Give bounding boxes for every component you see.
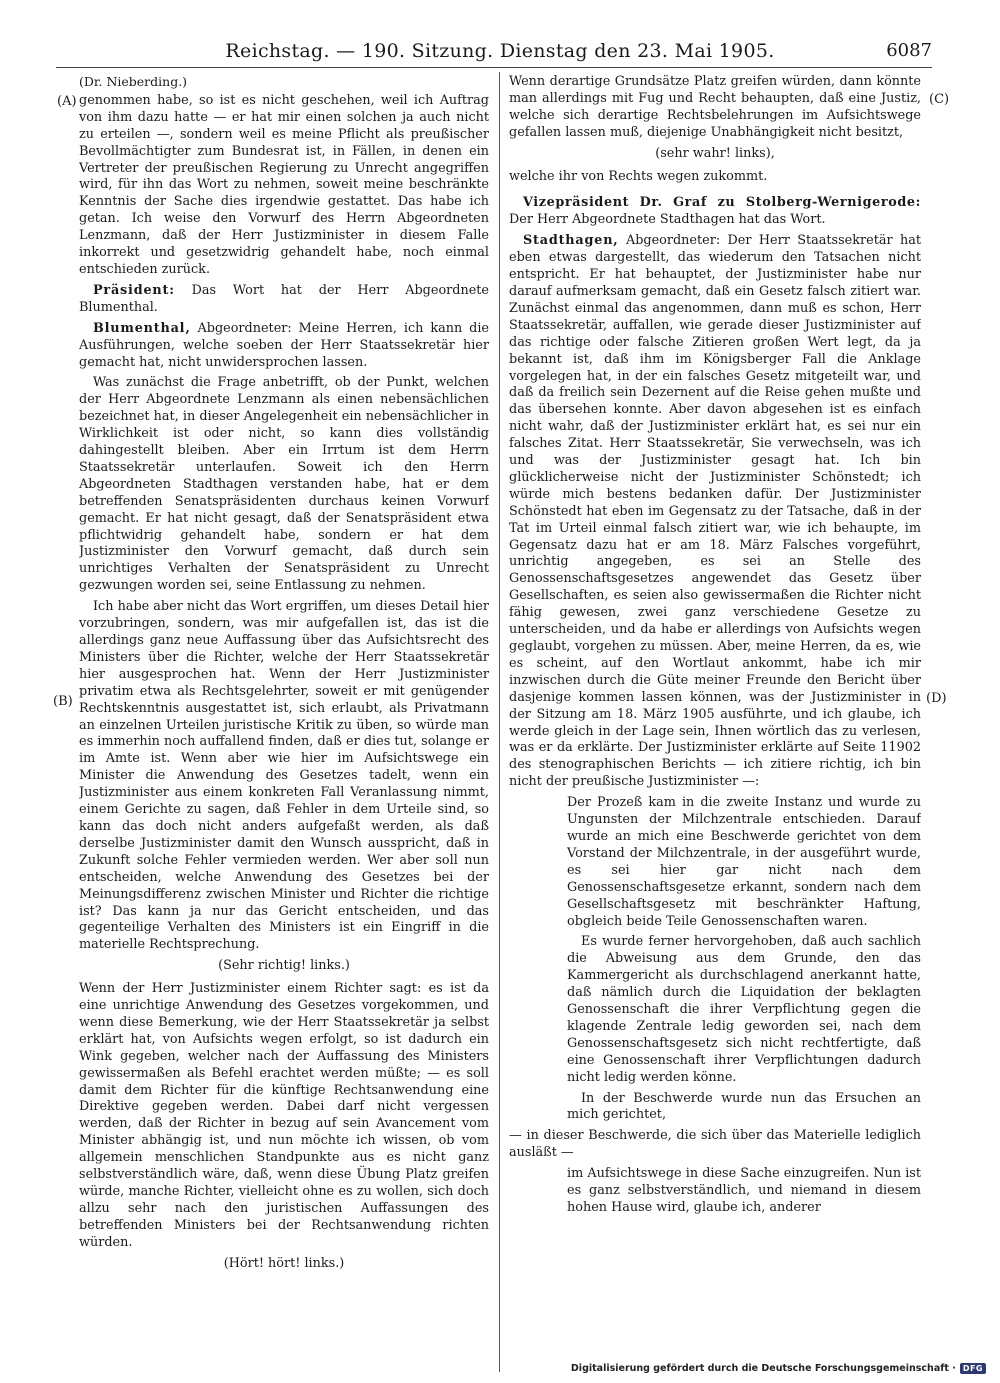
- column-divider: [499, 72, 500, 1372]
- paragraph: welche ihr von Rechts wegen zukommt.: [509, 168, 768, 184]
- paragraph: Wenn derartige Grundsätze Platz greifen würden, dann könnte man allerdings mit Fug und Recht behaupten, daß eine Justiz, welche sich derartige Rechtsbelehrungen im Aufsichtswege gefallen lassen muß, diejenige Unabhängigkeit nicht besitzt,: [509, 74, 921, 140]
- running-speaker: (Dr. Nieberding.): [79, 74, 188, 89]
- paragraph: Wenn der Herr Justizminister einem Richter sagt: es ist da eine unrichtige Anwendung des Gesetzes vorgekommen, und wenn diese Bemerkung, wie der Herr Staatssekretär ja selbst erklärt hat, von Aufsichts wegen erfolgt, so ist dadurch ein Wink gegeben, welcher nach der Auffassung des Ministers gewissermaßen als Befehl erachtet werden müßte; — es soll damit dem Richter für die künftige Rechtsanwendung eine Direktive gegeben werden. Dabei darf nicht vergessen werden, daß der Richter in bezug auf sein Avancement vom Minister abhängig ist, und nun möchte ich wissen, ob vom allgemein menschlichen Standpunkte aus es nicht ganz selbstverständlich wäre, daß, wenn diese Übung Platz greifen würde, manche Richter, vielleicht ohne es zu wollen, sich doch allzu sehr nach den juristischen Auffassungen des betreffenden Ministers bei der Rechtsanwendung richten würden.: [79, 981, 489, 1250]
- footer-text: Digitalisierung gefördert durch die Deutsche Forschungsgemeinschaft ·: [570, 1363, 956, 1374]
- speaker-name: Vizepräsident Dr. Graf zu Stolberg-Wernigerode:: [523, 195, 921, 211]
- header-rule: [56, 67, 932, 68]
- paragraph: Ich habe aber nicht das Wort ergriffen, um dieses Detail hier vorzubringen, sondern, was mir aufgefallen ist, das ist die allerdings ganz neue Auffassung über das Aufsichtsrecht des Ministers über die Richter, welche der Herr Staatssekretär hier ausgesprochen hat. Wenn der Herr Justizminister privatim etwa als Rechtsgelehrter, soweit er mit genügender Rechtskenntnis ausgestattet ist, sich erlaubt, als Privatmann an einzelnen Urteilen juristische Kritik zu üben, so würde man es immerhin noch auffallend finden, daß er dies tut, solange er im Amte ist. Wenn aber wie hier im Aufsichtswege ein Minister die Anwendung des Gesetzes tadelt, wenn ein Justizminister aus einem konkreten Fall Veranlassung nimmt, einem Gerichte zu sagen, daß Fehler in dem Urteile sind, so kann das doch nicht anders aufgefaßt werden, als daß derselbe Justizminister damit den Wunsch ausspricht, daß in Zukunft solche Fehler vermieden werden. Wer aber soll nun entscheiden, welche Anwendung des Gesetzes bei der Meinungsdifferenz zwischen Minister und Richter die richtige ist? Das kann ja nur das Gericht entscheiden, und das gegenteilige Verhalten des Ministers ist ein Eingriff in die materielle Rechtsprechung.: [79, 599, 489, 953]
- quote-paragraph: im Aufsichtswege in diese Sache einzugreifen. Nun ist es ganz selbstverständlich, und niemand in diesem hohen Hause wird, glaube ich, anderer: [567, 1166, 921, 1215]
- speaker-name: Stadthagen,: [523, 233, 619, 249]
- paragraph: [509, 233, 921, 791]
- left-column: [79, 74, 489, 1314]
- interjection: (Sehr richtig! links.): [218, 958, 350, 974]
- margin-marker-d: (D): [926, 691, 947, 706]
- interjection: (sehr wahr! links),: [655, 145, 775, 161]
- page-title: Reichstag. — 190. Sitzung. Dienstag den 23. Mai 1905.: [225, 40, 775, 62]
- dfg-logo: DFG: [960, 1363, 986, 1374]
- right-column: [509, 74, 921, 1314]
- margin-marker-b: (B): [53, 694, 73, 709]
- margin-marker-c: (C): [929, 92, 950, 107]
- quote-paragraph: In der Beschwerde wurde nun das Ersuchen an mich gerichtet,: [567, 1090, 921, 1123]
- paragraph: [79, 283, 489, 317]
- speaker-name: Präsident:: [93, 282, 175, 298]
- margin-marker-a: (A): [57, 94, 77, 109]
- paragraph: — in dieser Beschwerde, die sich über das Materielle lediglich ausläßt —: [509, 1128, 921, 1161]
- paragraph-text: Der Herr Abgeordnete Stadthagen hat das Wort.: [509, 212, 826, 228]
- page-number: 6087: [886, 40, 932, 61]
- quote-paragraph: Es wurde ferner hervorgehoben, daß auch sachlich die Abweisung aus dem Grunde, den das Kammergericht als durchschlagend anerkannt hatte, daß nämlich durch die Liquidation der beklagten Genossenschaft die ihrer Verpflichtung gegen die klagende Zentrale ledig geworden sei, nach dem Genossenschaftsgesetz sich nicht rechtfertigte, daß eine Genossenschaft ihrer Verpflichtungen dadurch nicht ledig werden könne.: [567, 934, 921, 1085]
- speaker-name: Blumenthal,: [93, 320, 191, 336]
- paragraph-text: Abgeordneter: Meine Herren, ich kann die Ausführungen, welche soeben der Herr Staatssekretär hier gemacht hat, nicht unwidersprochen lassen.: [79, 320, 489, 370]
- paragraph-text: Abgeordneter: Der Herr Staatssekretär hat eben etwas dargestellt, das wiederum den Tatsachen nicht entspricht. Er hat behauptet, der Justizminister habe nur darauf aufmerksam gemacht, daß ein Gesetz falsch zitiert war. Zunächst einmal das angenommen, dann muß es schon, Herr Staatssekretär, auffallen, wie gerade dieser Justizminister auf das richtige oder falsche Zitieren großen Wert legt, da ja bekannt ist, daß ihm im Königsberger Fall die Anklage vorgelegen hat, in der ein falsches Gesetz mitgeteilt war, und daß da freilich sein Dezernent auf die Reise gehen mußte und das übersehen konnte. Aber davon abgesehen ist es einfach nicht wahr, daß der Justizminister erklärt hat, es sei nur ein falsches Zitat. Herr Staatssekretär, Sie verwechseln, was ich und was der Justizminister gesagt hat. Ich bin glücklicherweise nicht der Justizminister Schönstedt; ich würde mich bestens bedanken dafür. Der Justizminister Schönstedt hat eben im Gegensatz zu der Tatsache, daß in der Tat im Urteil einmal falsch zitiert war, wie ich behaupte, im Gegensatz dazu hat er am 18. März Falsches vorgeführt, unrichtig angegeben, es sei an Stelle des Genossenschaftsgesetzes angewendet das Gesetz über Gesellschaften, es seien also gewissermaßen die Richter nicht fähig gewesen, zwei ganz verschiedene Gesetze zu unterscheiden, und da habe er allerdings von Aufsichts wegen geglaubt, vorgehen zu müssen. Aber, meine Herren, da es, wie es scheint, auf den Wortlaut ankommt, habe ich mir inzwischen durch die Güte meiner Freunde den Bericht über dasjenige kommen lassen können, was der Justizminister in der Sitzung am 18. März 1905 ausführte, und ich glaube, ich werde gleich in der Lage sein, Ihnen wörtlich das zu verlesen, was er da erklärte. Der Justizminister erklärte auf Seite 11902 des stenographischen Berichts — ich zitiere richtig, ich bin nicht der preußische Justizminister —:: [509, 233, 921, 790]
- paragraph-text: Das Wort hat der Herr Abgeordnete Blumenthal.: [79, 282, 489, 315]
- paragraph: [79, 321, 489, 372]
- page-header: [0, 40, 1000, 68]
- paragraph: [509, 195, 921, 229]
- footer-credit: [571, 1363, 986, 1374]
- paragraph: Was zunächst die Frage anbetrifft, ob der Punkt, welchen der Herr Abgeordnete Lenzmann als einen nebensächlichen bezeichnet hat, in dieser Angelegenheit ein nebensächlicher in Wirklichkeit ist oder nicht, so kann dies vollständig dahingestellt bleiben. Aber ein Irrtum ist dem Herrn Staatssekretär unterlaufen. Soweit ich den Herrn Abgeordneten Stadthagen verstanden habe, hat er dem betreffenden Senatspräsidenten durchaus keinen Vorwurf gemacht. Er hat nicht gesagt, daß der Senatspräsident etwa pflichtwidrig gehandelt habe, sondern er hat dem Justizminister den Vorwurf gemacht, daß durch sein unrichtiges Verhalten der Senatspräsident zu Unrecht gezwungen worden sei, seine Entlassung zu nehmen.: [79, 375, 489, 594]
- quote-paragraph: Der Prozeß kam in die zweite Instanz und wurde zu Ungunsten der Milchzentrale entschieden. Darauf wurde an mich eine Beschwerde gerichtet von dem Vorstand der Milchzentrale, in der ausgeführt wurde, es sei hier gar nicht nach dem Genossenschaftsgesetze erkannt, sondern nach dem Gesellschaftsgesetz mit beschränkter Haftung, obgleich beide Teile Genossenschaften waren.: [567, 795, 921, 929]
- paragraph: genommen habe, so ist es nicht geschehen, weil ich Auftrag von ihm dazu hatte — er hat mir einen solchen ja auch nicht zu erteilen —, sondern weil es meine Pflicht als preußischer Bevollmächtigter zum Bundesrat ist, in Fällen, in denen ein Vertreter der preußischen Regierung zu Unrecht angegriffen wird, für ihn das Wort zu nehmen, soweit meine beschränkte Kenntnis der Sache dies irgendwie gestattet. Das habe ich getan. Ich weise den Vorwurf des Herrn Abgeordneten Lenzmann, daß der Herr Justizminister in diesem Falle inkorrekt und gesetzwidrig gehandelt habe, noch einmal entschieden zurück.: [79, 92, 489, 277]
- interjection: (Hört! hört! links.): [223, 1255, 345, 1271]
